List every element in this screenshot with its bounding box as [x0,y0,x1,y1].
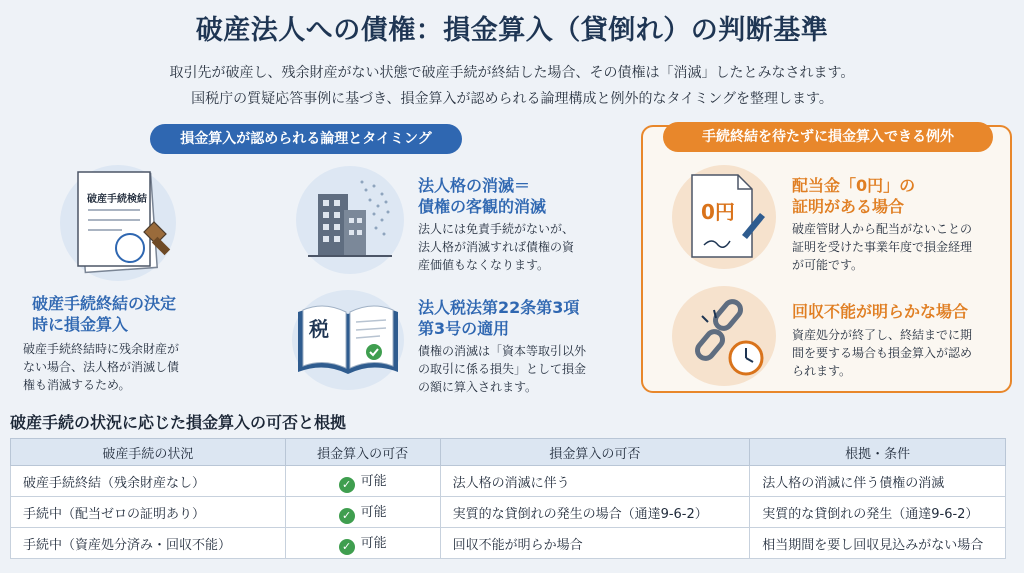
exception2-body-line2: 間を要する場合も損金算入が認め [792,346,973,360]
header-deductible: 損金算入の可否 [285,439,440,466]
document-stamp-label: 破産手続検結 [87,194,147,205]
exception1-heading-line1: 配当金「0円」の [792,176,916,195]
exception2-body-line1: 資産処分が終了し、終結までに期 [792,328,973,342]
building-illustration [296,166,404,274]
card2-body-line1: 法人には免責手続がないが、 [418,222,575,236]
exception2-body-line3: られます。 [792,364,852,378]
card3-body-line1: 債権の消滅は「資本等取引以外 [418,344,587,358]
status-table [10,438,1006,559]
cell-status: 手続中（配当ゼロの証明あり） [11,497,286,528]
lead-line-1: 取引先が破産し、残余財産がない状態で破産手続が終結した場合、その債権は「消滅」したとみなされます。 [169,65,855,81]
table-row [11,466,1006,497]
card2-heading-line1: 法人格の消滅＝ [418,176,531,195]
lead-line-2: 国税庁の質疑応答事例に基づき、損金算入が認められる論理構成と例外的なタイミングを整理します。 [191,91,833,107]
book-tax-illustration [290,292,406,388]
card1-heading-line2: 時に損金算入 [32,315,129,334]
cell-detail: 法人格の消滅に伴う [440,466,750,497]
right-section-pill: 手続終結を待たずに損金算入できる例外 [663,122,993,152]
exception1-body-line2: 証明を受けた事業年度で損金経理 [792,240,973,254]
zero-yen-label: 0円 [701,200,735,224]
broken-chain-clock-illustration [672,286,776,386]
check-icon: ✓ [339,539,355,555]
cell-deductible-label: 可能 [360,504,387,520]
card2-body-line2: 法人格が消滅すれば債権の資 [418,240,575,254]
check-icon: ✓ [339,477,355,493]
exception2-heading: 回収不能が明らかな場合 [792,302,969,321]
exception1-heading-line2: 証明がある場合 [792,197,905,216]
cell-detail: 実質的な貸倒れの発生の場合（通達9-6-2） [440,497,750,528]
exception1-body-line3: が可能です。 [792,258,864,272]
card3-heading-line1: 法人税法第22条第3項 [418,298,580,317]
cell-status: 手続中（資産処分済み・回収不能） [11,528,286,559]
book-tax-label: 税 [309,317,329,341]
table-title: 破産手続の状況に応じた損金算入の可否と根拠 [10,413,347,432]
card1-body-line2: ない場合、法人格が消滅し債 [23,360,180,374]
page-title: 破産法人への債権：損金算入（貸倒れ）の判断基準 [195,15,829,46]
cell-basis: 相当期間を要し回収見込みがない場合 [750,528,1006,559]
cell-deductible-label: 可能 [360,473,387,489]
cell-deductible [285,466,440,497]
cell-deductible [285,528,440,559]
card1-body-line1: 破産手続終結時に残余財産が [23,342,180,356]
exception1-body-line1: 破産管財人から配当がないことの [792,222,973,236]
header-basis: 根拠・条件 [750,439,1006,466]
header-deductible-detail: 損金算入の可否 [440,439,750,466]
card2-heading-line2: 債権の客観的消滅 [418,197,547,216]
card1-heading-line1: 破産手続終結の決定 [32,294,177,313]
header-status: 破産手続の状況 [11,439,286,466]
card3-body-line2: の取引に係る損失」として損金 [418,362,587,376]
cell-detail: 回収不能が明らか場合 [440,528,750,559]
left-section-pill: 損金算入が認められる論理とタイミング [150,124,462,154]
table-row [11,497,1006,528]
cell-basis: 法人格の消滅に伴う債権の消滅 [750,466,1006,497]
table-header-row [11,439,1006,466]
table-row [11,528,1006,559]
card3-body-line3: の額に算入されます。 [418,380,538,394]
card2-body-line3: 産価値もなくなります。 [418,258,550,272]
card1-body-line3: 権も消滅するため。 [23,378,131,392]
cell-basis: 実質的な貸倒れの発生（通達9-6-2） [750,497,1006,528]
check-icon: ✓ [339,508,355,524]
cell-status: 破産手続終結（残余財産なし） [11,466,286,497]
cell-deductible-label: 可能 [360,535,387,551]
cell-deductible [285,497,440,528]
document-stamp-illustration [60,160,190,285]
card3-heading-line2: 第3号の適用 [418,319,510,338]
